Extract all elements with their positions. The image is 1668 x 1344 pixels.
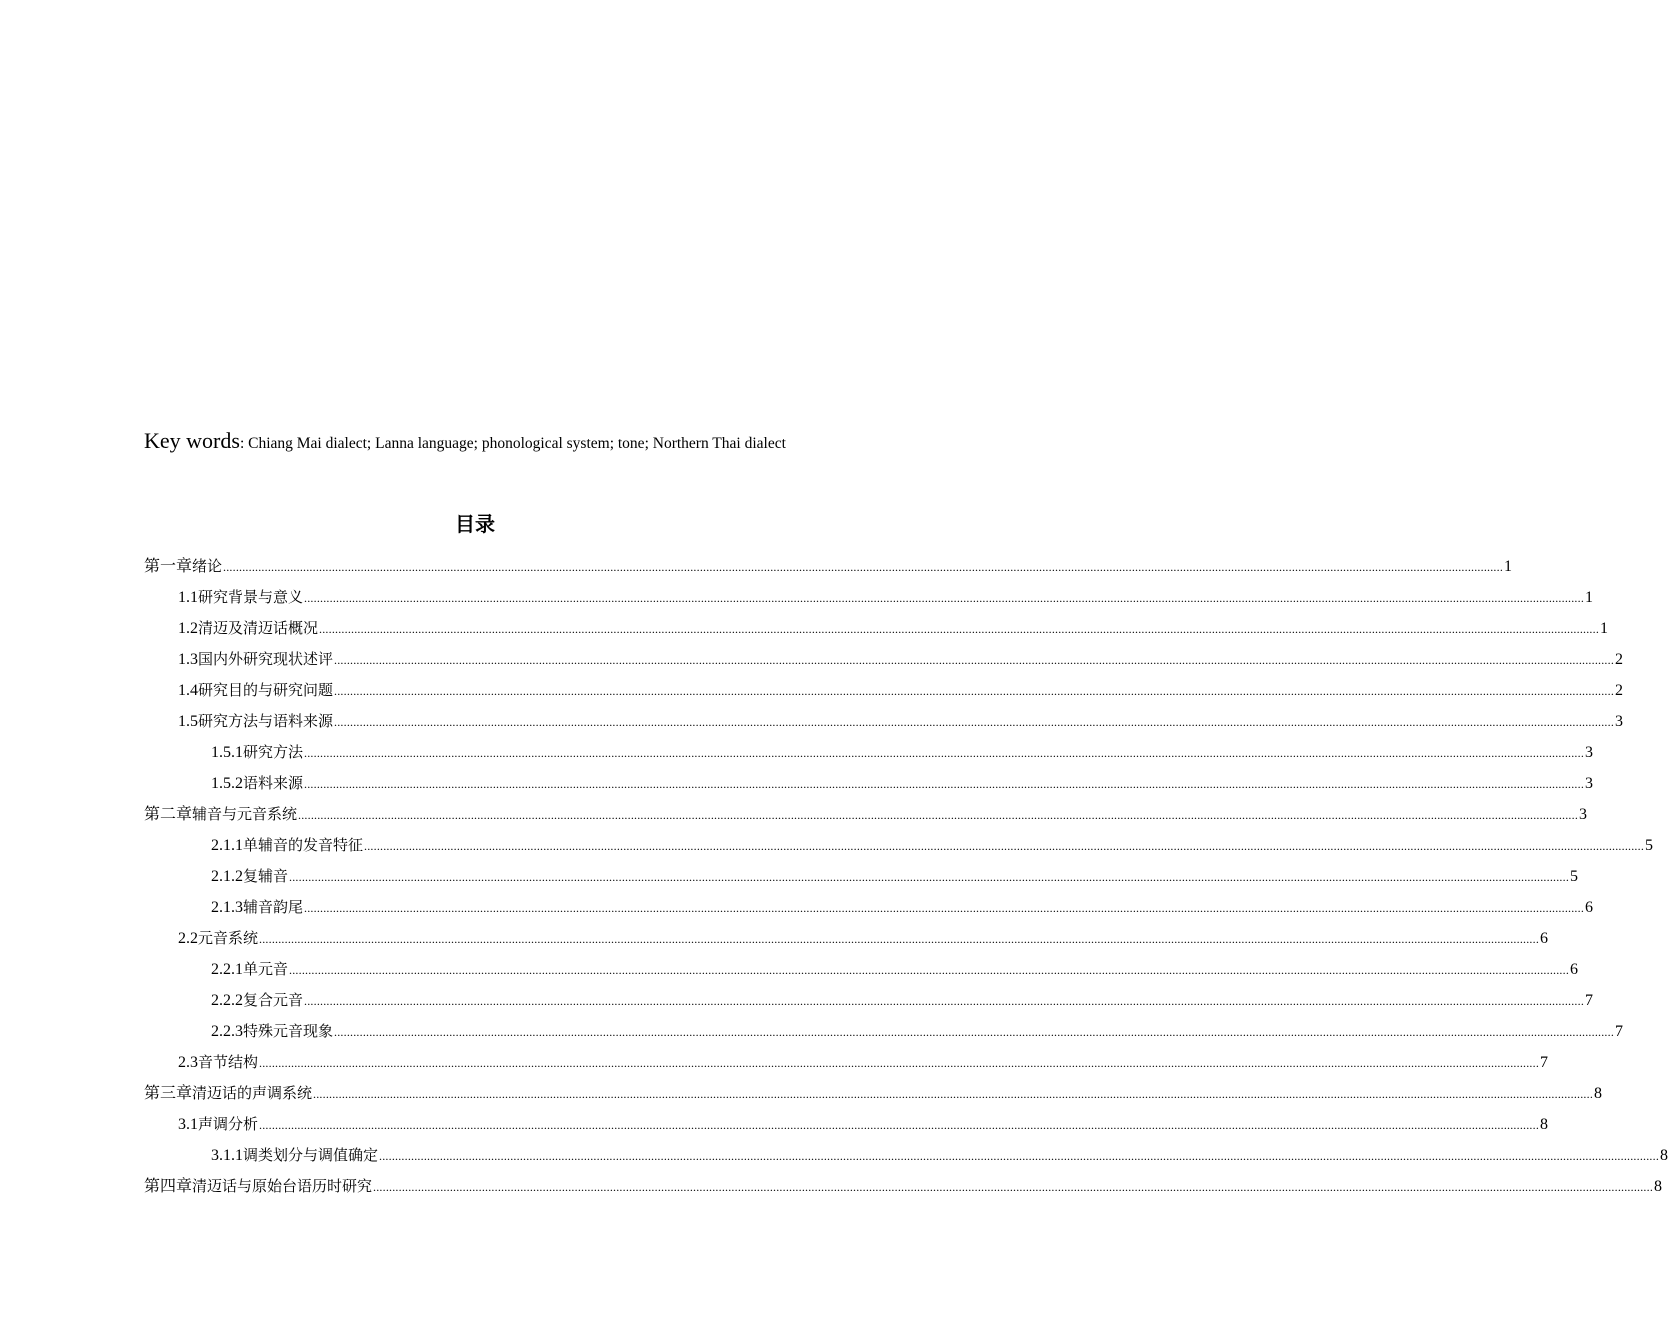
toc-entry-page: 2: [1615, 651, 1624, 668]
toc-entry-title: 辅音韵尾: [243, 898, 304, 916]
toc-entry-number: 3.1: [178, 1116, 198, 1133]
toc-entry[interactable]: [144, 768, 1594, 799]
toc-dot-leader: ................................................................................................................................................................................................................................................................................................................................................................................................................: [259, 932, 1540, 946]
toc-entry-title: 调类划分与调值确定: [243, 1146, 379, 1164]
toc-entry-number: 第一章: [144, 558, 193, 575]
toc-entry-page: 1: [1585, 589, 1594, 606]
toc-entry-number: 1.5.2: [211, 775, 243, 792]
toc-dot-leader: ................................................................................................................................................................................................................................................................................................................................................................................................................: [304, 901, 1585, 915]
toc-entry[interactable]: [144, 861, 1579, 892]
toc-entry[interactable]: [144, 551, 1513, 582]
toc-entry-page: 1: [1600, 620, 1609, 637]
toc-entry-number: 2.1.1: [211, 837, 243, 854]
toc-dot-leader: ................................................................................................................................................................................................................................................................................................................................................................................................................: [304, 777, 1585, 791]
toc-entry-title: 复合元音: [243, 991, 304, 1009]
toc-dot-leader: ................................................................................................................................................................................................................................................................................................................................................................................................................: [313, 1087, 1594, 1101]
toc-dot-leader: ................................................................................................................................................................................................................................................................................................................................................................................................................: [298, 808, 1579, 822]
toc-entry-page: 3: [1579, 806, 1588, 823]
toc-dot-leader: ................................................................................................................................................................................................................................................................................................................................................................................................................: [334, 1025, 1615, 1039]
toc-entry-title: 清迈话与原始台语历时研究: [192, 1177, 373, 1195]
toc-entry-title: 单辅音的发音特征: [243, 836, 364, 854]
toc-dot-leader: ................................................................................................................................................................................................................................................................................................................................................................................................................: [334, 684, 1615, 698]
keywords-text: Chiang Mai dialect; Lanna language; phonological system; tone; Northern Thai dialect: [248, 435, 786, 452]
toc-dot-leader: ................................................................................................................................................................................................................................................................................................................................................................................................................: [304, 746, 1585, 760]
toc-entry[interactable]: [144, 644, 1624, 675]
toc-entry-number: 2.1.2: [211, 868, 243, 885]
toc-dot-leader: ................................................................................................................................................................................................................................................................................................................................................................................................................: [334, 653, 1615, 667]
toc-entry-number: 1.5.1: [211, 744, 243, 761]
toc-entry-page: 6: [1540, 930, 1549, 947]
toc-entry-page: 6: [1585, 899, 1594, 916]
toc-entry-number: 2.3: [178, 1054, 198, 1071]
toc-entry-number: 第四章: [144, 1178, 193, 1195]
toc-entry-number: 1.4: [178, 682, 198, 699]
toc-title: 目录: [455, 512, 495, 536]
toc-entry[interactable]: [144, 706, 1624, 737]
toc-dot-leader: ................................................................................................................................................................................................................................................................................................................................................................................................................: [334, 715, 1615, 729]
toc-entry[interactable]: [144, 1016, 1624, 1047]
toc-entry-number: 3.1.1: [211, 1147, 243, 1164]
toc-entry-number: 2.2.3: [211, 1023, 243, 1040]
toc-entry-number: 第三章: [144, 1085, 193, 1102]
toc-entry[interactable]: [144, 799, 1588, 830]
toc-entry-page: 5: [1645, 837, 1654, 854]
toc-entry-title: 单元音: [243, 960, 289, 978]
toc-entry-number: 2.1.3: [211, 899, 243, 916]
toc-entry[interactable]: [144, 1109, 1549, 1140]
toc-entry-number: 2.2: [178, 930, 198, 947]
toc-entry-title: 辅音与元音系统: [192, 805, 298, 823]
toc-entry-number: 1.3: [178, 651, 198, 668]
keywords-separator: :: [239, 435, 249, 452]
toc-entry-page: 3: [1585, 744, 1594, 761]
toc-entry-page: 8: [1540, 1116, 1549, 1133]
toc-dot-leader: ................................................................................................................................................................................................................................................................................................................................................................................................................: [319, 622, 1600, 636]
keywords-label: Key words: [144, 428, 240, 453]
toc-entry[interactable]: [144, 1140, 1668, 1171]
toc-entry-title: 音节结构: [198, 1053, 259, 1071]
toc-entry-page: 7: [1585, 992, 1594, 1009]
toc-entry[interactable]: [144, 1171, 1663, 1202]
toc-dot-leader: ................................................................................................................................................................................................................................................................................................................................................................................................................: [364, 839, 1645, 853]
toc-dot-leader: ................................................................................................................................................................................................................................................................................................................................................................................................................: [304, 994, 1585, 1008]
toc-entry[interactable]: [144, 613, 1609, 644]
toc-entry-title: 国内外研究现状述评: [198, 650, 334, 668]
toc-entry-page: 8: [1594, 1085, 1603, 1102]
toc-entry[interactable]: [144, 737, 1594, 768]
toc-entry-number: 1.2: [178, 620, 198, 637]
toc-entry-page: 5: [1570, 868, 1579, 885]
toc-entry-page: 2: [1615, 682, 1624, 699]
toc-entry-number: 1.5: [178, 713, 198, 730]
toc-entry-title: 研究方法与语料来源: [198, 712, 334, 730]
toc-entry-page: 3: [1585, 775, 1594, 792]
toc-entry-page: 8: [1660, 1147, 1668, 1164]
toc-entry[interactable]: [144, 830, 1654, 861]
toc-entry-title: 声调分析: [198, 1115, 259, 1133]
toc-entry-page: 3: [1615, 713, 1624, 730]
toc-dot-leader: ................................................................................................................................................................................................................................................................................................................................................................................................................: [379, 1149, 1660, 1163]
toc-dot-leader: ................................................................................................................................................................................................................................................................................................................................................................................................................: [259, 1056, 1540, 1070]
toc-entry-number: 第二章: [144, 806, 193, 823]
toc-entry[interactable]: [144, 675, 1624, 706]
toc-entry[interactable]: [144, 892, 1594, 923]
toc-dot-leader: ................................................................................................................................................................................................................................................................................................................................................................................................................: [289, 870, 1570, 884]
toc-entry-number: 2.2.1: [211, 961, 243, 978]
toc-entry-page: 8: [1654, 1178, 1663, 1195]
toc-entry-title: 清迈及清迈话概况: [198, 619, 319, 637]
toc-entry-title: 研究方法: [243, 743, 304, 761]
toc-entry[interactable]: [144, 582, 1594, 613]
toc-entry-page: 7: [1615, 1023, 1624, 1040]
table-of-contents: [144, 551, 1668, 1202]
toc-entry-title: 元音系统: [198, 929, 259, 947]
toc-dot-leader: ................................................................................................................................................................................................................................................................................................................................................................................................................: [223, 560, 1504, 574]
toc-entry-number: 1.1: [178, 589, 198, 606]
toc-entry[interactable]: [144, 954, 1579, 985]
keywords-paragraph: [144, 420, 806, 464]
toc-entry-title: 复辅音: [243, 867, 289, 885]
toc-entry[interactable]: [144, 985, 1594, 1016]
toc-entry-title: 特殊元音现象: [243, 1022, 334, 1040]
toc-entry-title: 绪论: [192, 557, 223, 575]
toc-entry-page: 7: [1540, 1054, 1549, 1071]
toc-entry[interactable]: [144, 1078, 1603, 1109]
toc-entry[interactable]: [144, 923, 1549, 954]
toc-entry-page: 6: [1570, 961, 1579, 978]
toc-dot-leader: ................................................................................................................................................................................................................................................................................................................................................................................................................: [373, 1180, 1654, 1194]
toc-dot-leader: ................................................................................................................................................................................................................................................................................................................................................................................................................: [304, 591, 1585, 605]
toc-entry[interactable]: [144, 1047, 1549, 1078]
toc-entry-number: 2.2.2: [211, 992, 243, 1009]
toc-entry-title: 清迈话的声调系统: [192, 1084, 313, 1102]
toc-entry-page: 1: [1504, 558, 1513, 575]
toc-entry-title: 语料来源: [243, 774, 304, 792]
toc-entry-title: 研究目的与研究问题: [198, 681, 334, 699]
toc-dot-leader: ................................................................................................................................................................................................................................................................................................................................................................................................................: [259, 1118, 1540, 1132]
toc-dot-leader: ................................................................................................................................................................................................................................................................................................................................................................................................................: [289, 963, 1570, 977]
toc-entry-title: 研究背景与意义: [198, 588, 304, 606]
